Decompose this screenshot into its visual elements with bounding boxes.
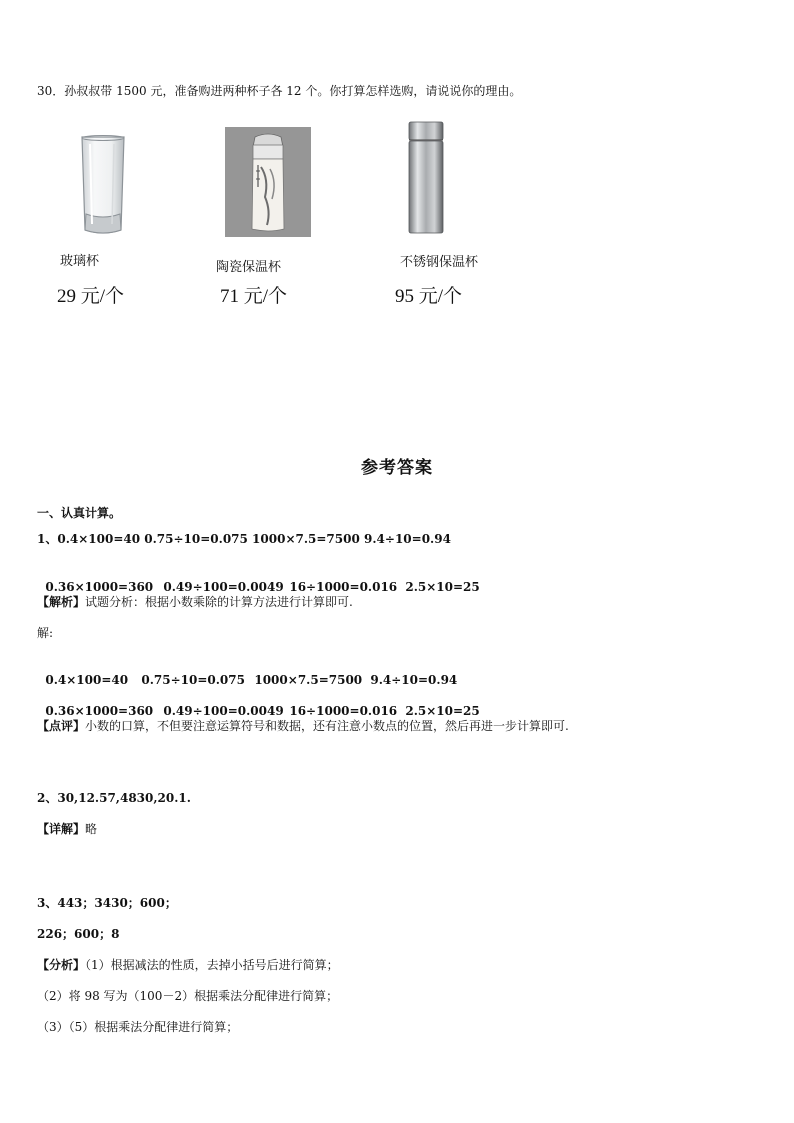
analysis-line xyxy=(37,594,353,610)
q2-detail-text: 略 xyxy=(85,822,98,836)
solution-label: 解: xyxy=(37,626,54,640)
sol-2-b: 0.49÷100=0.0049 xyxy=(163,704,284,718)
q3-analysis-tag: 【分析】 xyxy=(37,958,86,972)
q2-answer: 2、30,12.57,4830,20.1. xyxy=(37,791,191,805)
steel-thermos-icon xyxy=(406,120,446,235)
sol-1-b: 0.75÷10=0.075 xyxy=(141,673,245,687)
ceramic-thermos-icon xyxy=(225,127,311,237)
item-label-steel: 不锈钢保温杯 xyxy=(400,255,479,270)
price-ceramic: 71 元/个 xyxy=(220,286,288,307)
glass-cup-icon xyxy=(80,134,126,238)
solution-row-2 xyxy=(37,687,480,719)
q3-analysis-line-1 xyxy=(37,957,339,973)
analysis-tag: 【解析】 xyxy=(37,595,86,609)
q3-analysis-line-2: （2）将 98 写为（100－2）根据乘法分配律进行简算； xyxy=(37,989,339,1003)
comment-tag: 【点评】 xyxy=(37,719,86,733)
answers-title: 参考答案 xyxy=(361,458,433,478)
sol-1-d: 9.4÷10=0.94 xyxy=(370,673,458,687)
comment-text: 小数的口算，不但要注意运算符号和数据，还有注意小数点的位置，然后再进一步计算即可. xyxy=(85,719,569,733)
sol-2-c: 16÷1000=0.016 xyxy=(289,704,398,718)
q1-line-2 xyxy=(37,563,480,595)
item-label-glass: 玻璃杯 xyxy=(60,254,100,269)
analysis-text: 试题分析：根据小数乘除的计算方法进行计算即可. xyxy=(85,595,353,609)
section-1-heading: 一、认真计算。 xyxy=(37,506,122,520)
q1-line-1: 1、0.4×100=40 0.75÷10=0.075 1000×7.5=7500 9.4÷10=0.94 xyxy=(37,532,451,546)
q2-detail-line xyxy=(37,821,97,837)
solution-row-1 xyxy=(37,656,457,688)
q1-line-2-b: 0.49÷100=0.0049 xyxy=(163,580,284,594)
sol-2-d: 2.5×10=25 xyxy=(405,704,480,718)
q2-detail-tag: 【详解】 xyxy=(37,822,86,836)
price-glass: 29 元/个 xyxy=(57,286,125,307)
q3-answer-line-2: 226；600；8 xyxy=(37,927,120,941)
sol-1-c: 1000×7.5=7500 xyxy=(254,673,363,687)
q1-line-2-d: 2.5×10=25 xyxy=(405,580,480,594)
q3-answer-line-1: 3、443；3430；600； xyxy=(37,896,177,910)
sol-1-a: 0.4×100=40 xyxy=(45,673,129,687)
question-30-text: 30．孙叔叔带 1500 元，准备购进两种杯子各 12 个。你打算怎样选购，请说说你的理由。 xyxy=(37,84,522,98)
q1-line-2-c: 16÷1000=0.016 xyxy=(289,580,398,594)
price-steel: 95 元/个 xyxy=(395,286,463,307)
item-label-ceramic: 陶瓷保温杯 xyxy=(216,260,282,275)
q3-analysis-line-3: （3）（5）根据乘法分配律进行简算； xyxy=(37,1020,239,1034)
q3-analysis-text-1: （1）根据减法的性质，去掉小括号后进行简算； xyxy=(85,958,339,972)
sol-2-a: 0.36×1000=360 xyxy=(45,704,154,718)
comment-line xyxy=(37,718,569,734)
q1-line-2-a: 0.36×1000=360 xyxy=(45,580,154,594)
